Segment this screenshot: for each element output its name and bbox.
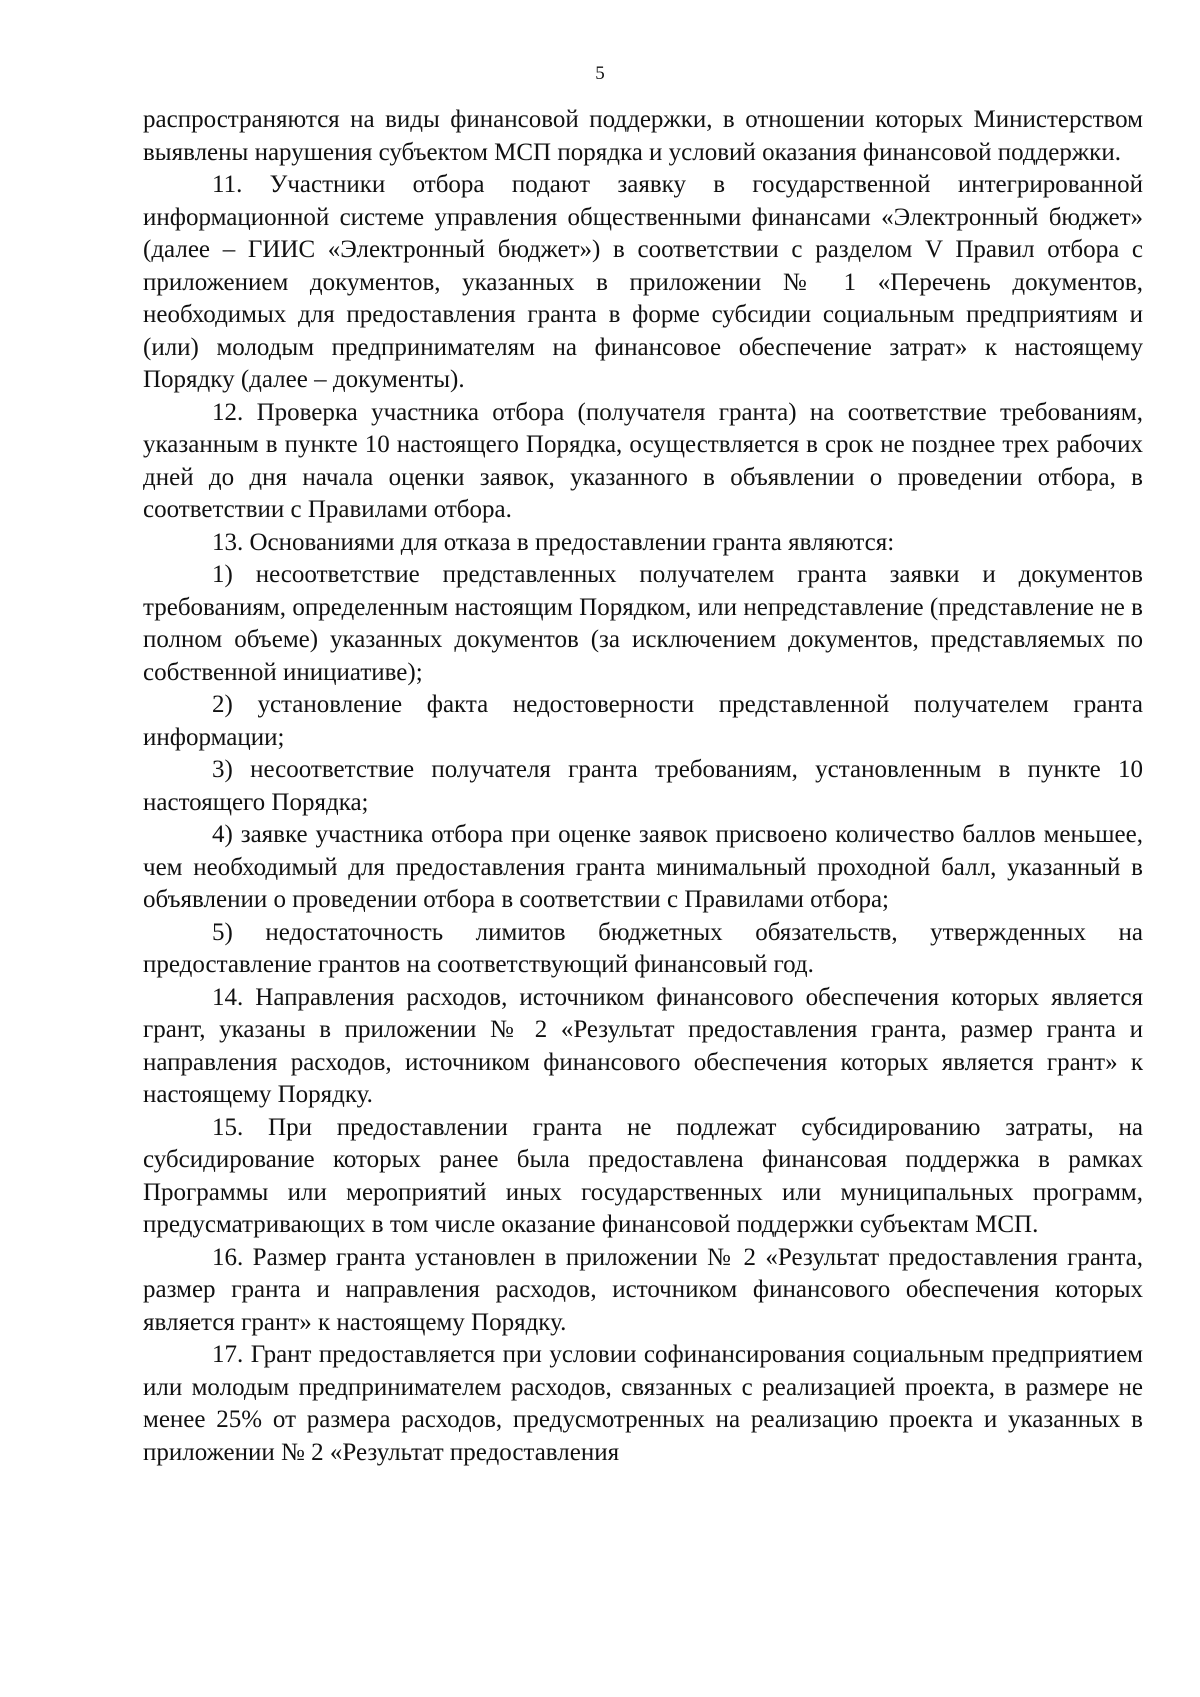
subitem-13-3: 3) несоответствие получателя гранта требованиям, установленным в пункте 10 настоящего Порядка; (143, 756, 1143, 816)
paragraph-item-13: 13. Основаниями для отказа в предоставлении гранта являются: (212, 528, 895, 556)
paragraph-item-17: 17. Грант предоставляется при условии софинансирования социальным предприятием или молодым предпринимателем расходов, связанных с реализацией проекта, в размере не менее 25% от размера расходов, предусмотренных на реализацию проекта и указанных в приложении № 2 «Результат предоставления (143, 1341, 1143, 1466)
paragraph-item-14: 14. Направления расходов, источником финансового обеспечения которых является грант, указаны в приложении № 2 «Результат предоставления гранта, размер гранта и направления расходов, источником финансового обеспечения которых является грант» к настоящему Порядку. (143, 983, 1143, 1108)
paragraph-item-15: 15. При предоставлении гранта не подлежат субсидированию затраты, на субсидирование которых ранее была предоставлена финансовая поддержка в рамках Программы или мероприятий иных государственных или муниципальных программ, предусматривающих в том числе оказание финансовой поддержки субъектам МСП. (143, 1113, 1143, 1238)
document-body (143, 104, 1143, 1469)
page-number: 5 (595, 63, 605, 84)
subitem-13-1: 1) несоответствие представленных получателем гранта заявки и документов требованиям, определенным настоящим Порядком, или непредставление (представление не в полном объеме) указанных документов (за исключением документов, представляемых по собственной инициативе); (143, 561, 1143, 686)
subitem-13-5: 5) недостаточность лимитов бюджетных обязательств, утвержденных на предоставление грантов на соответствующий финансовый год. (143, 918, 1143, 978)
paragraph-item-12: 12. Проверка участника отбора (получателя гранта) на соответствие требованиям, указанным в пункте 10 настоящего Порядка, осуществляется в срок не позднее трех рабочих дней до дня начала оценки заявок, указанного в объявлении о проведении отбора, в соответствии с Правилами отбора. (143, 398, 1143, 523)
subitem-13-2: 2) установление факта недостоверности представленной получателем гранта информации; (143, 691, 1143, 751)
paragraph-item-11: 11. Участники отбора подают заявку в государственной интегрированной информационной системе управления общественными финансами «Электронный бюджет» (далее – ГИИС «Электронный бюджет») в соответствии с разделом V Правил отбора с приложением документов, указанных в приложении № 1 «Перечень документов, необходимых для предоставления гранта в форме субсидии социальным предприятиям и (или) молодым предпринимателям на финансовое обеспечение затрат» к настоящему Порядку (далее – документы). (143, 171, 1143, 393)
paragraph-item-16: 16. Размер гранта установлен в приложении № 2 «Результат предоставления гранта, размер гранта и направления расходов, источником финансового обеспечения которых является грант» к настоящему Порядку. (143, 1243, 1143, 1336)
paragraph-continuation: распространяются на виды финансовой поддержки, в отношении которых Министерством выявлены нарушения субъектом МСП порядка и условий оказания финансовой поддержки. (143, 106, 1143, 166)
subitem-13-4: 4) заявке участника отбора при оценке заявок присвоено количество баллов меньшее, чем необходимый для предоставления гранта минимальный проходной балл, указанный в объявлении о проведении отбора в соответствии с Правилами отбора; (143, 821, 1143, 913)
